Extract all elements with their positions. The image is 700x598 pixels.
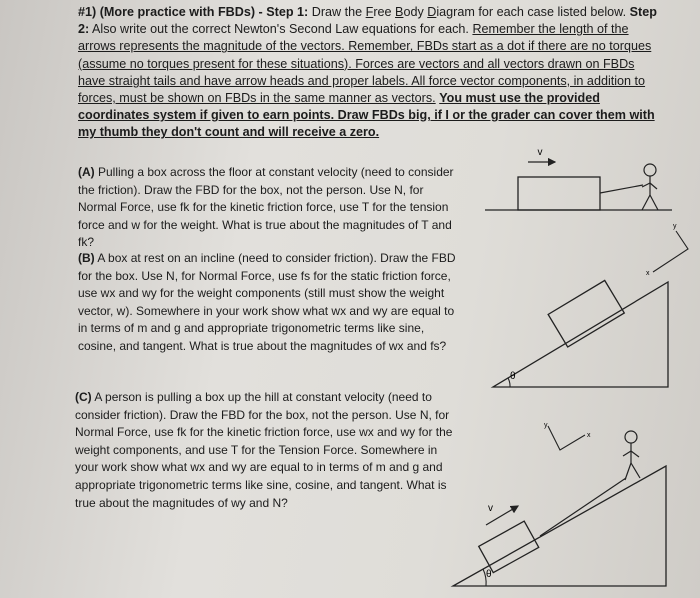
axis-x-label: x [646, 270, 650, 277]
section-b-text: A box at rest on an incline (need to consider friction). Draw the FBD for the box. Use N, for Normal Force, use fs for the static friction force, use wx and wy for the weight components (still must show the weight vector, w). Somewhere in your work show what wx and wy are equal to in terms of m and g and appropriate trigonometric terms like sine, cosine, and tangent. What is true about the magnitudes of wx and fs? [78, 251, 456, 353]
section-b [78, 250, 463, 356]
header-text: F [365, 5, 374, 19]
header-text: D [427, 5, 437, 19]
rope [540, 478, 626, 536]
section-c [75, 389, 460, 512]
velocity-label: v [488, 503, 493, 514]
figure-b [488, 222, 698, 392]
coordinate-axes [653, 231, 688, 272]
rope [600, 185, 643, 193]
header-underlined-rules: Remember the length of the arrows represents the magnitude of the vectors. Remember, FBDs start as a dot if there are no torques (assume no torques present for these situations). Forces are vectors and all vectors drawn on FBDs have straight tails and have arrow heads and proper labels. All force vector components, in addition to forces, must be shown on FBDs in the same manner as vectors. [78, 22, 652, 106]
coordinate-axes [548, 426, 585, 450]
box [548, 280, 624, 347]
box [479, 521, 539, 572]
figure-c [448, 418, 683, 590]
header-text: Also write out the correct Newton's Second Law equations for each. [89, 22, 473, 37]
stick-person [642, 164, 658, 210]
header-text: iagram for each case listed below. [436, 5, 630, 19]
incline [493, 282, 668, 387]
header-text: ody [403, 5, 428, 19]
header-text: Draw the [308, 5, 366, 19]
axis-y-label: y [544, 422, 548, 429]
header-step2: Step 2: [78, 5, 657, 37]
axis-y-label: y [673, 223, 677, 230]
box [518, 177, 600, 210]
velocity-label: v [537, 147, 543, 158]
header-text: ree [373, 5, 396, 19]
header-text: B [395, 5, 404, 19]
header-bold-rules: You must use the provided coordinates system if given to earn points. Draw FBDs big, if I or the grader can cover them with my thumb they don't count and will receive a zero. [78, 91, 655, 140]
header-title: #1) (More practice with FBDs) - Step 1: [78, 5, 309, 19]
instructions-header [78, 4, 658, 142]
hill [453, 466, 666, 586]
figure-a [480, 145, 680, 220]
section-c-label: (C) [75, 390, 92, 404]
axis-x-label: x [587, 432, 591, 439]
section-a [78, 164, 463, 252]
section-c-text: A person is pulling a box up the hill at constant velocity (need to consider friction). Draw the FBD for the box, not the person. Use N, for Normal Force, use fk for the kinetic friction force, use wx and wy for the weight components, and use T for the Tension Force. Somewhere in your work show what wx and wy are equal to in terms of m and g and appropriate trigonometric terms like sine, cosine, and tangent. What is true about the magnitudes of wy and N? [75, 390, 453, 510]
section-a-label: (A) [78, 165, 95, 179]
stick-person [623, 431, 640, 480]
angle-label: θ [510, 371, 516, 382]
section-b-label: (B) [78, 251, 95, 265]
section-a-text: Pulling a box across the floor at constant velocity (need to consider the friction). Draw the FBD for the box, not the person. Use N, for Normal Force, use fk for the kinetic friction force, use T for the tension force and w for the weight. What is true about the magnitudes of T and fk? [78, 165, 454, 250]
angle-label: θ [486, 569, 492, 580]
